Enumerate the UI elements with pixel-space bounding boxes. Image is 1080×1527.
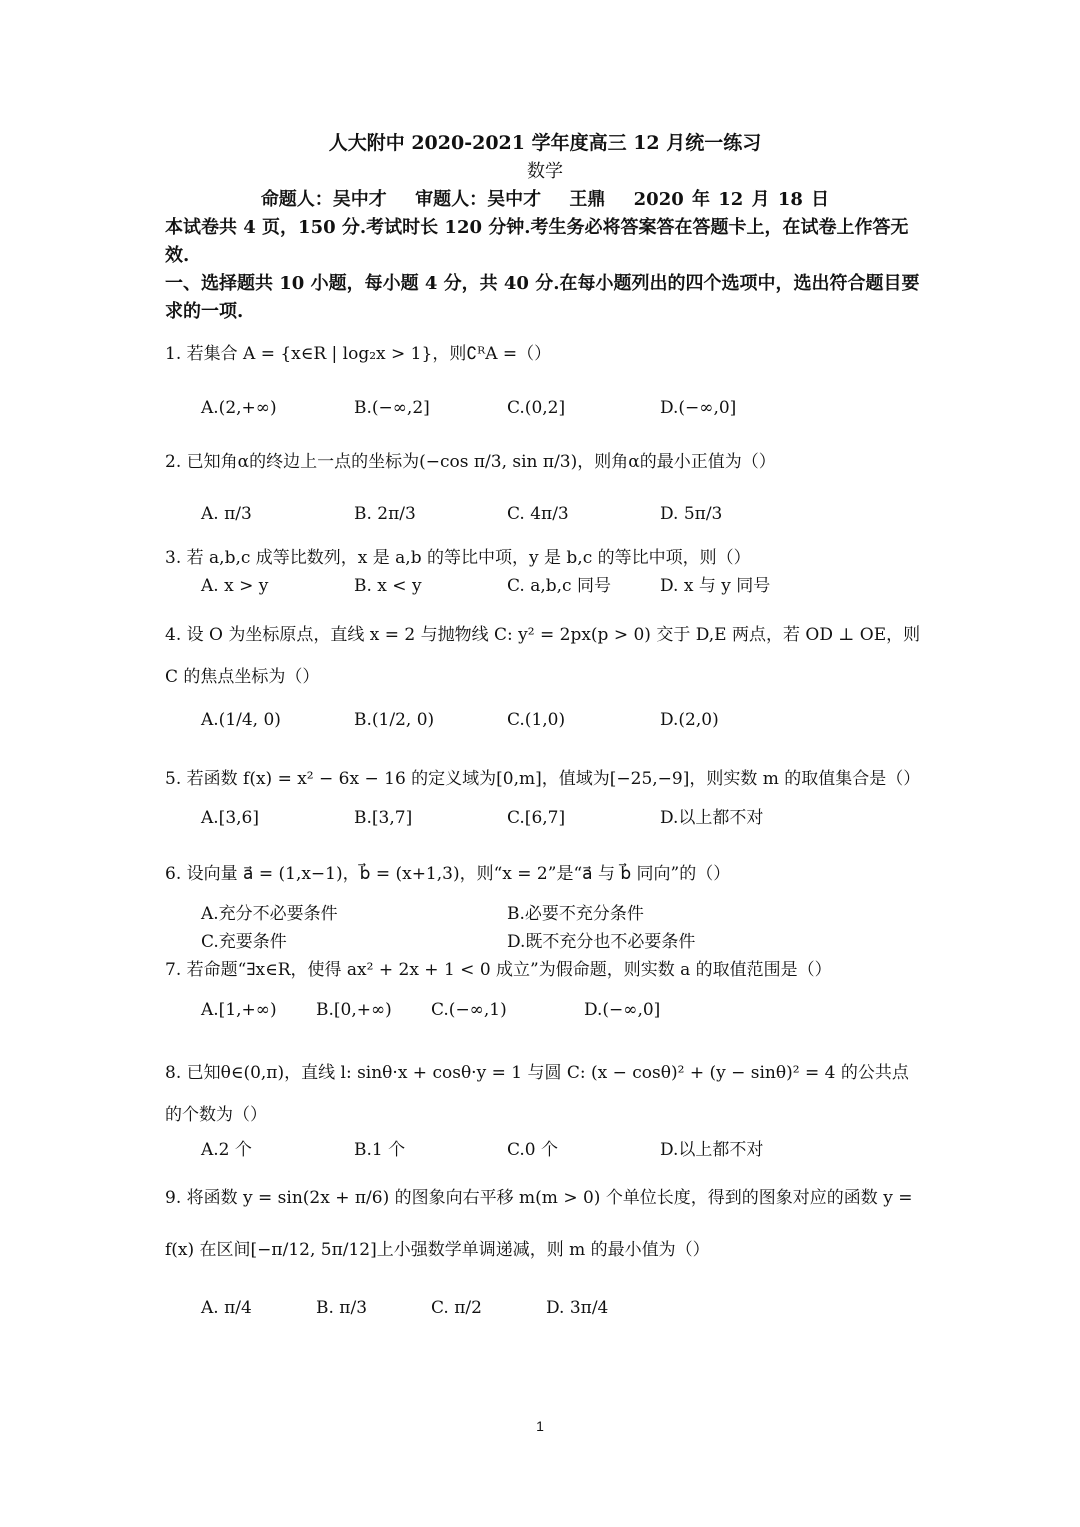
option: D.以上都不对 [660,1140,764,1160]
option: B.(−∞,2] [354,398,430,418]
option: D. 3π/4 [546,1298,609,1318]
question-stem: 7. 若命题“∃x∈R，使得 ax² + 2x + 1 < 0 成立”为假命题，则实数 a 的取值范围是（） [165,960,832,980]
option: A.2 个 [201,1140,252,1160]
option: C.0 个 [507,1140,559,1160]
option: A.[3,6] [201,808,259,828]
question-options [165,706,925,734]
question-options [165,996,925,1024]
option: D.既不充分也不必要条件 [507,932,696,952]
question-options [165,928,925,956]
option: C. 4π/3 [507,504,569,524]
option: B.必要不充分条件 [507,904,644,924]
option: D. x 与 y 同号 [660,576,771,596]
option: D.以上都不对 [660,808,764,828]
option: D. 5π/3 [660,504,723,524]
question-stem: 5. 若函数 f(x) = x² − 6x − 16 的定义域为[0,m]，值域为[−25,−9]，则实数 m 的取值集合是（） [165,769,921,789]
exam-title: 人大附中 2020-2021 学年度高三 12 月统一练习 [328,132,762,154]
option: A.(1/4, 0) [201,710,281,730]
option: A.充分不必要条件 [201,904,338,924]
question-stem: 6. 设向量 a⃗ = (1,x−1)，b⃗ = (x+1,3)，则“x = 2”是“a⃗ 与 b⃗ 同向”的（） [165,864,731,884]
option: A. π/3 [201,504,252,524]
setter: 命题人：吴中才 [260,189,387,210]
instructions: 本试卷共 4 页，150 分.考试时长 120 分钟.考生务必将答案答在答题卡上，在试卷上作答无效. [165,217,909,266]
option: C.(1,0) [507,710,566,730]
question-stem: 9. 将函数 y = sin(2x + π/6) 的图象向右平移 m(m > 0) 个单位长度，得到的图象对应的函数 y = f(x) 在区间[−π/12, 5π/12]上小强数学单调递减，则 m 的最小值为（） [165,1188,913,1260]
exam-subject: 数学 [527,161,563,182]
section-heading: 一、选择题共 10 小题，每小题 4 分，共 40 分.在每小题列出的四个选项中，选出符合题目要求的一项. [165,273,920,322]
option: C.充要条件 [201,932,287,952]
option: B.[0,+∞) [316,1000,392,1020]
question-options [165,500,925,528]
question-options [165,900,925,928]
option: C.[6,7] [507,808,566,828]
question-options [165,804,925,832]
option: C. π/2 [431,1298,482,1318]
option: A.(2,+∞) [201,398,277,418]
option: B. π/3 [316,1298,368,1318]
exam-authors [165,186,925,214]
question-options [165,572,925,600]
option: D.(−∞,0] [660,398,737,418]
option: B. 2π/3 [354,504,416,524]
option: B. x < y [354,576,422,596]
option: A.[1,+∞) [201,1000,277,1020]
option: B.(1/2, 0) [354,710,435,730]
reviewer: 审题人：吴中才 [415,189,542,210]
exam-date: 2020 年 12 月 18 日 [633,189,830,210]
option: A. π/4 [201,1298,252,1318]
question-stem: 3. 若 a,b,c 成等比数列，x 是 a,b 的等比中项，y 是 b,c 的等比中项，则（） [165,548,751,568]
question-options [165,394,925,422]
reviewer-2: 王鼎 [569,189,606,210]
option: A. x > y [201,576,269,596]
option: C.(0,2] [507,398,566,418]
option: C.(−∞,1) [431,1000,507,1020]
question-stem: 2. 已知角α的终边上一点的坐标为(−cos π/3, sin π/3)，则角α的最小正值为（） [165,452,776,472]
exam-page [165,128,925,1322]
option: B.[3,7] [354,808,413,828]
question-options [165,1294,925,1322]
page-number: 1 [536,1418,544,1434]
question-options [165,1136,925,1164]
option: D.(2,0) [660,710,719,730]
question-stem: 4. 设 O 为坐标原点，直线 x = 2 与抛物线 C: y² = 2px(p > 0) 交于 D,E 两点，若 OD ⊥ OE，则 C 的焦点坐标为（） [165,625,921,687]
question-stem: 1. 若集合 A = {x∈R | log₂x > 1}，则∁ᴿA =（） [165,344,552,364]
option: D.(−∞,0] [584,1000,661,1020]
question-stem: 8. 已知θ∈(0,π)，直线 l: sinθ·x + cosθ·y = 1 与圆 C: (x − cosθ)² + (y − sinθ)² = 4 的公共点的个数为（） [165,1063,909,1125]
option: C. a,b,c 同号 [507,576,611,596]
option: B.1 个 [354,1140,406,1160]
